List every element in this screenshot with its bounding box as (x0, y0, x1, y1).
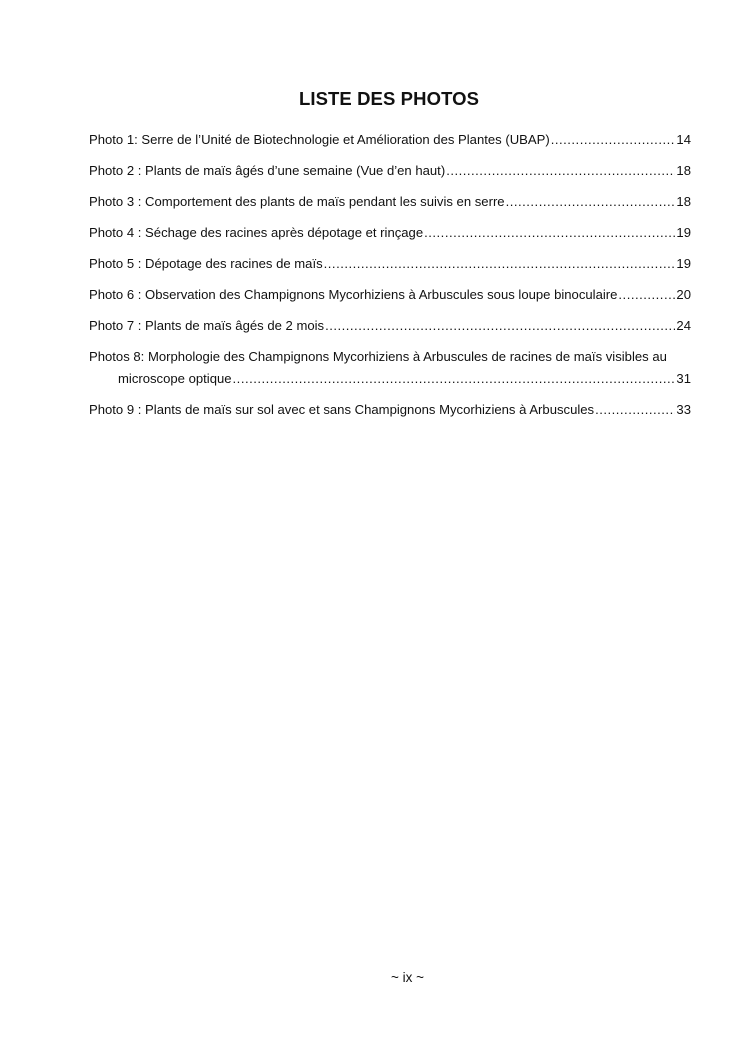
toc-entry-page: 31 (676, 371, 691, 386)
toc-entry-photo-3[interactable] (89, 191, 691, 213)
dot-leader (506, 191, 676, 213)
toc-entry-title: Photo 2 : Plants de maïs âgés d’une semaine (Vue d’en haut) (89, 163, 446, 178)
toc-entry-page: 33 (676, 402, 691, 417)
toc-entry-page: 19 (676, 256, 691, 271)
toc-entry-page: 18 (676, 163, 691, 178)
dot-leader (446, 160, 675, 182)
photo-list (89, 129, 691, 430)
toc-entry-title-line2: microscope optique (118, 371, 232, 386)
toc-entry-photo-4[interactable] (89, 222, 691, 244)
toc-entry-photo-9[interactable] (89, 399, 691, 421)
toc-entry-page: 14 (676, 132, 691, 147)
toc-entry-title: Photo 7 : Plants de maïs âgés de 2 mois (89, 318, 325, 333)
toc-entry-title-line1: Photos 8: Morphologie des Champignons Mycorhiziens à Arbuscules de racines de maïs visibles au (89, 349, 667, 364)
toc-entry-title: Photo 3 : Comportement des plants de maïs pendant les suivis en serre (89, 194, 505, 209)
dot-leader (233, 368, 676, 390)
dot-leader (618, 284, 675, 306)
page-number: ~ ix ~ (390, 970, 425, 985)
toc-entry-page: 24 (676, 318, 691, 333)
toc-entry-photo-6[interactable] (89, 284, 691, 306)
dot-leader (325, 315, 675, 337)
toc-entry-photo-8[interactable] (89, 346, 691, 390)
toc-entry-photo-7[interactable] (89, 315, 691, 337)
toc-entry-photo-2[interactable] (89, 160, 691, 182)
toc-entry-title: Photo 4 : Séchage des racines après dépotage et rinçage (89, 225, 424, 240)
toc-entry-page: 20 (676, 287, 691, 302)
page-title: LISTE DES PHOTOS (298, 88, 480, 109)
toc-entry-title: Photo 9 : Plants de maïs sur sol avec et sans Champignons Mycorhiziens à Arbuscules (89, 402, 595, 417)
toc-entry-title: Photo 5 : Dépotage des racines de maïs (89, 256, 323, 271)
toc-entry-page: 18 (676, 194, 691, 209)
toc-entry-page: 19 (676, 225, 691, 240)
dot-leader (324, 253, 676, 275)
toc-entry-photo-1[interactable] (89, 129, 691, 151)
toc-entry-title: Photo 6 : Observation des Champignons Mycorhiziens à Arbuscules sous loupe binoculaire (89, 287, 618, 302)
toc-entry-title: Photo 1: Serre de l’Unité de Biotechnologie et Amélioration des Plantes (UBAP) (89, 132, 550, 147)
dot-leader (551, 129, 676, 151)
dot-leader (424, 222, 675, 244)
dot-leader (595, 399, 675, 421)
toc-entry-photo-5[interactable] (89, 253, 691, 275)
